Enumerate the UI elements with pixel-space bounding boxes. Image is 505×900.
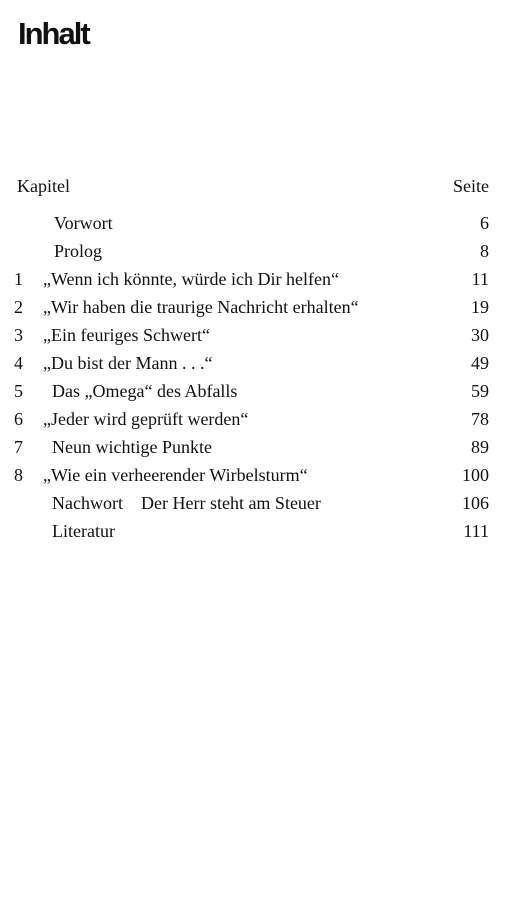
chapter-title: [54, 209, 113, 237]
chapter-column-header: Kapitel: [17, 176, 70, 196]
chapter-title-text: Vorwort: [54, 213, 113, 233]
chapter-title-text: „Wenn ich könnte, würde ich Dir helfen“: [43, 269, 339, 289]
chapter-number: 7: [14, 437, 23, 457]
toc-entry: [0, 209, 505, 237]
chapter-title-text: „Ein feuriges Schwert“: [43, 325, 210, 345]
chapter-title: [43, 405, 248, 433]
chapter-number: 5: [14, 381, 23, 401]
chapter-number: 1: [14, 269, 23, 289]
chapter-number: 6: [14, 409, 23, 429]
page-title: Inhalt: [18, 16, 89, 51]
chapter-subtitle: Der Herr steht am Steuer: [140, 493, 321, 513]
page-number: 106: [462, 493, 489, 513]
toc-entry: [0, 433, 505, 461]
page-number: 6: [480, 213, 489, 233]
chapter-title: [52, 377, 237, 405]
page-number: 100: [462, 465, 489, 485]
chapter-number: 3: [14, 325, 23, 345]
chapter-title-text: Literatur: [52, 521, 115, 541]
chapter-title: [52, 433, 212, 461]
chapter-title: [43, 321, 210, 349]
chapter-title-text: „Jeder wird geprüft werden“: [43, 409, 249, 429]
toc-entry: [0, 321, 505, 349]
chapter-title-text: „Wie ein verheerender Wirbelsturm“: [43, 465, 308, 485]
page-column-header: Seite: [453, 176, 489, 196]
chapter-title-text: Das „Omega“ des Abfalls: [52, 381, 238, 401]
chapter-title: [52, 489, 321, 517]
page-number: 78: [471, 409, 489, 429]
page-number: 30: [471, 325, 489, 345]
chapter-number: 8: [14, 465, 23, 485]
page-number: 11: [471, 269, 489, 289]
toc-entry: [0, 265, 505, 293]
page-number: 59: [471, 381, 489, 401]
toc-entry: [0, 293, 505, 321]
chapter-title: [43, 461, 308, 489]
chapter-title-text: „Du bist der Mann . . .“: [43, 353, 213, 373]
page-number: 19: [471, 297, 489, 317]
chapter-title: [43, 349, 212, 377]
chapter-title-text: „Wir haben die traurige Nachricht erhalten“: [43, 297, 359, 317]
chapter-title-text: Nachwort: [52, 493, 123, 513]
chapter-number: 2: [14, 297, 23, 317]
toc-entry: [0, 377, 505, 405]
toc-entry: [0, 405, 505, 433]
page-number: 8: [480, 241, 489, 261]
chapter-title: [43, 265, 339, 293]
chapter-title-text: Neun wichtige Punkte: [52, 437, 212, 457]
toc-entry: [0, 489, 505, 517]
toc-entry: [0, 237, 505, 265]
toc-entry: [0, 517, 505, 545]
toc-entry: [0, 461, 505, 489]
page-number: 49: [471, 353, 489, 373]
page-number: 111: [463, 521, 489, 541]
chapter-title: [43, 293, 359, 321]
chapter-number: 4: [14, 353, 23, 373]
chapter-title-text: Prolog: [54, 241, 103, 261]
chapter-title: [52, 517, 115, 545]
table-of-contents: [0, 209, 505, 545]
toc-entry: [0, 349, 505, 377]
page-number: 89: [471, 437, 489, 457]
chapter-title: [54, 237, 102, 265]
